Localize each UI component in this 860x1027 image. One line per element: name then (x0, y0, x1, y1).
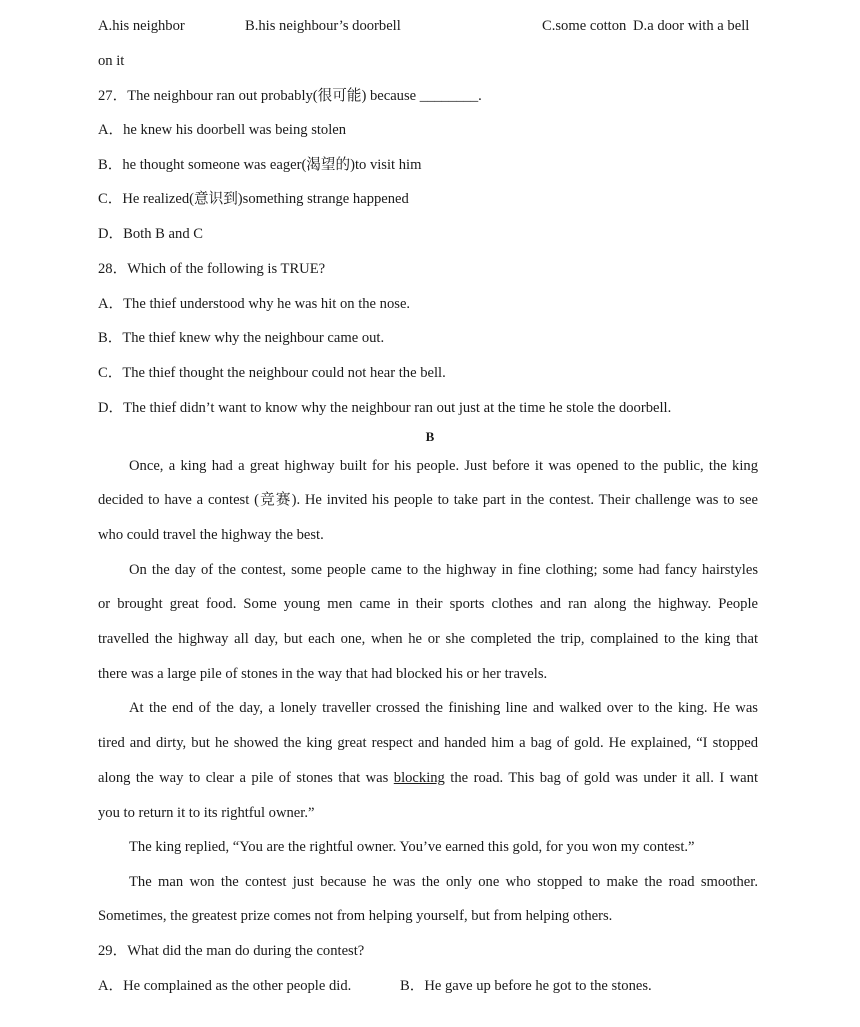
p2-line-2: or brought great food. Some young men came in their sports clothes and ran along the highway. People (98, 596, 758, 612)
q27-option-d: D．Both B and C (98, 226, 203, 242)
q29-option-b: B．He gave up before he got to the stones. (400, 978, 652, 994)
q26-option-d: D.a door with a bell (633, 18, 750, 34)
p3-line-3-before: along the way to clear a pile of stones that was (98, 770, 394, 786)
q26-option-b: B.his neighbour’s doorbell (245, 18, 401, 34)
p3-line-3-after: the road. This bag of gold was under it all. I want (444, 770, 758, 786)
p2-line-1: On the day of the contest, some people came to the highway in fine clothing; some had fancy hairstyles (129, 562, 758, 578)
q28-option-b: B．The thief knew why the neighbour came out. (98, 330, 385, 346)
q28-option-a: A．The thief understood why he was hit on the nose. (98, 296, 411, 312)
underlined-word-blocking: blocking (393, 770, 445, 786)
q28-stem: 28．Which of the following is TRUE? (98, 261, 326, 277)
q27-stem: 27．The neighbour ran out probably(很可能) because ________. (98, 88, 482, 104)
q29-option-a: A．He complained as the other people did. (98, 978, 352, 994)
p3-line-2: tired and dirty, but he showed the king great respect and handed him a bag of gold. He explained, “I stopped (98, 735, 758, 751)
p4-line-1: The king replied, “You are the rightful owner. You’ve earned this gold, for you won my contest.” (129, 839, 695, 855)
p5-line-1: The man won the contest just because he was the only one who stopped to make the road smoother. (129, 874, 758, 890)
q28-option-d: D．The thief didn’t want to know why the neighbour ran out just at the time he stole the doorbell. (98, 400, 672, 416)
p3-line-1: At the end of the day, a lonely traveller crossed the finishing line and walked over to the king. He was (129, 700, 758, 716)
q29-stem: 29．What did the man do during the contest? (98, 943, 365, 959)
q27-option-b: B．he thought someone was eager(渴望的)to visit him (98, 157, 422, 173)
p3-line-4: you to return it to its rightful owner.” (98, 805, 315, 821)
q28-option-c: C．The thief thought the neighbour could not hear the bell. (98, 365, 446, 381)
p1-line-3: who could travel the highway the best. (98, 527, 324, 543)
p2-line-4: there was a large pile of stones in the way that had blocked his or her travels. (98, 666, 548, 682)
q27-option-a: A．he knew his doorbell was being stolen (98, 122, 347, 138)
p2-line-3: travelled the highway all day, but each one, when he or she completed the trip, complained to the king that (98, 631, 758, 647)
q27-option-c: C．He realized(意识到)something strange happened (98, 191, 409, 207)
p3-line-3 (98, 768, 758, 788)
p1-line-2: decided to have a contest (竞赛). He invited his people to take part in the contest. Their challenge was to see (98, 492, 758, 508)
q26-option-c: C.some cotton (542, 18, 627, 34)
q26-option-d-continued: on it (98, 53, 125, 69)
p1-line-1: Once, a king had a great highway built for his people. Just before it was opened to the public, the king (129, 458, 758, 474)
p5-line-2: Sometimes, the greatest prize comes not from helping yourself, but from helping others. (98, 908, 613, 924)
q26-option-a: A.his neighbor (98, 18, 185, 34)
section-heading: B (425, 429, 435, 444)
